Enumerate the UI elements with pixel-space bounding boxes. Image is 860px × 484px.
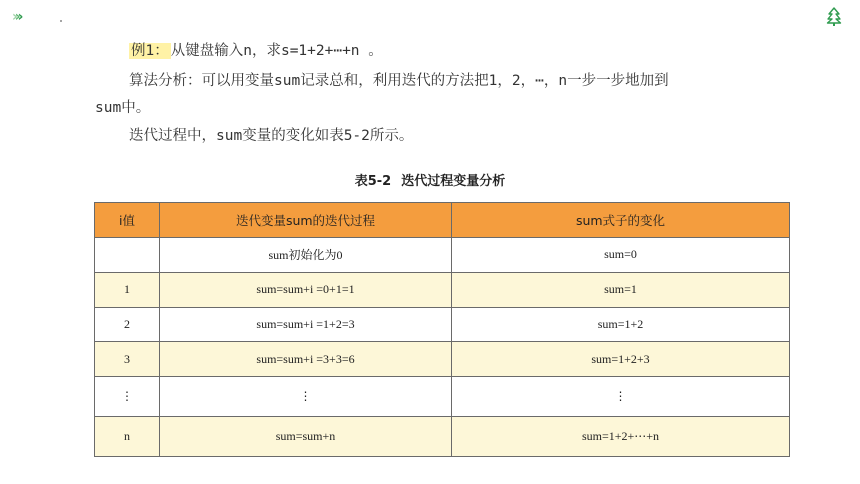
cell-process: sum=sum+n: [160, 417, 452, 457]
cell-i: [95, 238, 160, 273]
cell-change: sum=1+2+⋯+n: [452, 417, 790, 457]
cell-change: sum=1: [452, 272, 790, 307]
cell-change: ⋮: [452, 377, 790, 417]
example-text: 从键盘输入n，求s=1+2+⋯+n 。: [170, 43, 383, 59]
header-i-value: i值: [95, 203, 160, 238]
iteration-intro-line: 迭代过程中，sum变量的变化如表5-2所示。: [129, 128, 414, 144]
table-row: [95, 417, 790, 457]
table-row: [95, 272, 790, 307]
triple-chevron-right-icon[interactable]: ›››: [12, 9, 21, 25]
cell-change: sum=1+2: [452, 307, 790, 342]
table-number: 表5-2: [354, 174, 392, 189]
iteration-table: [94, 202, 790, 457]
cell-process: sum=sum+i =0+1=1: [160, 272, 452, 307]
header-sum-change: sum式子的变化: [452, 203, 790, 238]
cell-i: n: [95, 417, 160, 457]
cell-i: ⋮: [95, 377, 160, 417]
table-title: 迭代过程变量分析: [401, 174, 506, 189]
cell-i: 1: [95, 272, 160, 307]
table-row: [95, 342, 790, 377]
table-row: [95, 238, 790, 273]
cell-process: sum=sum+i =3+3=6: [160, 342, 452, 377]
example-label: 例1：: [131, 43, 169, 59]
tree-icon: [826, 7, 842, 27]
decorative-dot: [60, 20, 62, 22]
cell-process: sum初始化为0: [160, 238, 452, 273]
cell-process: sum=sum+i =1+2=3: [160, 307, 452, 342]
table-row: [95, 377, 790, 417]
table-header-row: [95, 203, 790, 238]
cell-i: 3: [95, 342, 160, 377]
table-row: [95, 307, 790, 342]
cell-change: sum=0: [452, 238, 790, 273]
cell-i: 2: [95, 307, 160, 342]
example-line: [129, 42, 383, 60]
analysis-line-1: 算法分析：可以用变量sum记录总和，利用迭代的方法把1，2，⋯，n一步一步地加到: [129, 73, 669, 89]
header-iteration-process: 迭代变量sum的迭代过程: [160, 203, 452, 238]
cell-change: sum=1+2+3: [452, 342, 790, 377]
analysis-line-2: sum中。: [95, 100, 151, 116]
cell-process: ⋮: [160, 377, 452, 417]
table-caption: [0, 170, 860, 189]
